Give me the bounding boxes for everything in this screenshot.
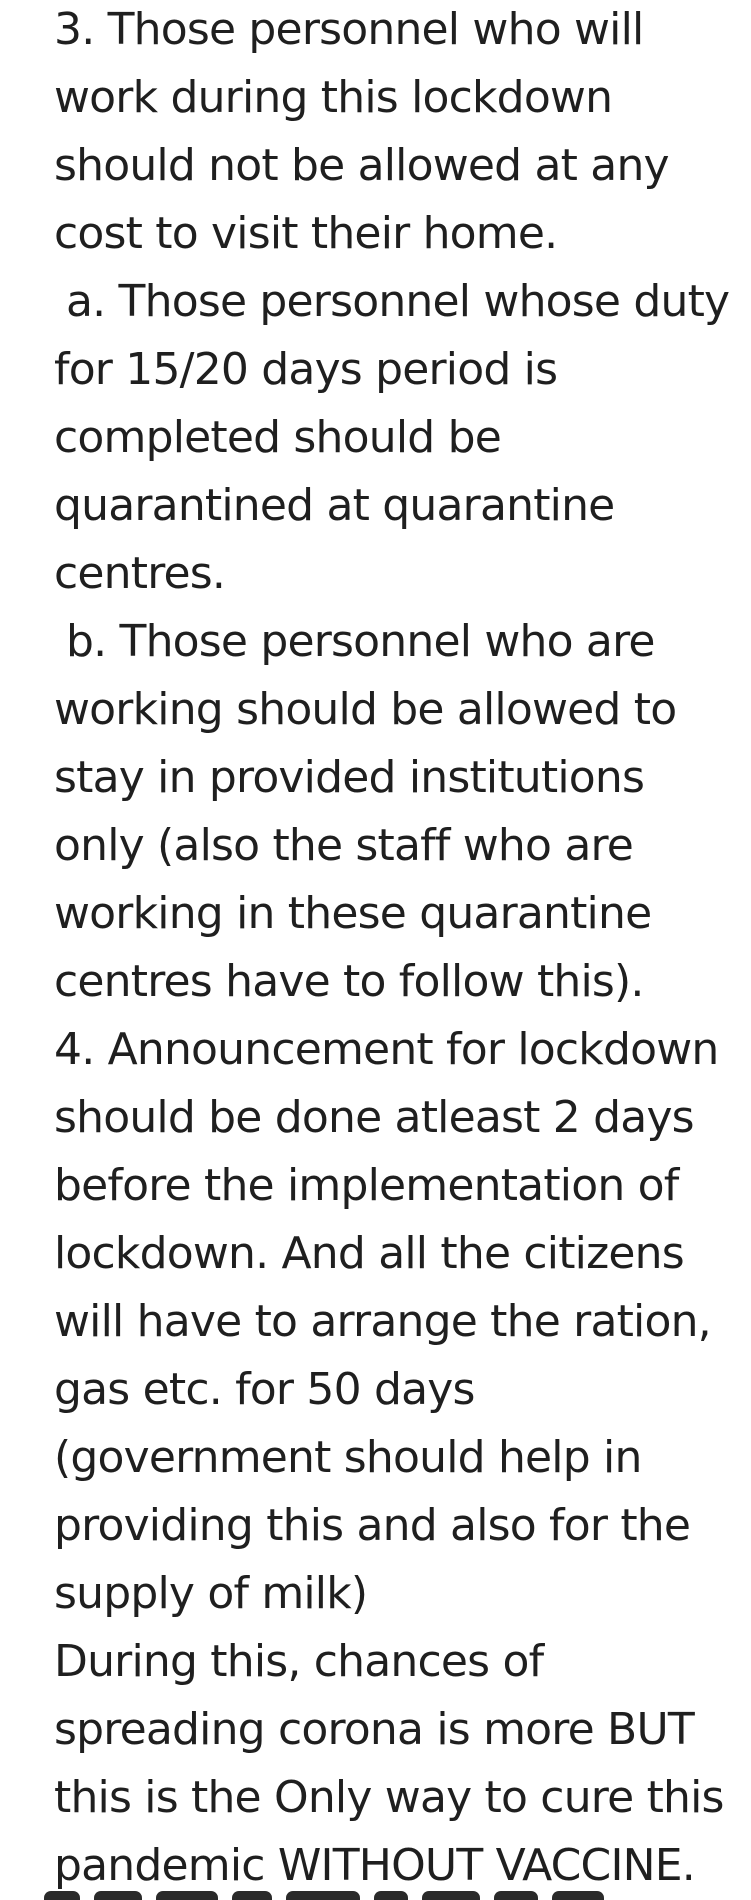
text-line: this is the Only way to cure this: [54, 1772, 724, 1823]
text-line: will have to arrange the ration,: [54, 1296, 711, 1347]
text-line: before the implementation of: [54, 1160, 679, 1211]
text-line: gas etc. for 50 days: [54, 1364, 475, 1415]
text-line: 3. Those personnel who will: [54, 4, 644, 55]
text-line: spreading corona is more BUT: [54, 1704, 694, 1755]
text-line: only (also the staff who are: [54, 820, 634, 871]
text-line: pandemic WITHOUT VACCINE.: [54, 1840, 695, 1891]
text-line: work during this lockdown: [54, 72, 613, 123]
text-line: providing this and also for the: [54, 1500, 691, 1551]
text-line: centres have to follow this).: [54, 956, 644, 1007]
text-line: stay in provided institutions: [54, 752, 645, 803]
text-line: cost to visit their home.: [54, 208, 558, 259]
text-line: quarantined at quarantine: [54, 480, 615, 531]
text-line: During this, chances of: [54, 1636, 544, 1687]
text-line: for 15/20 days period is: [54, 344, 558, 395]
cut-off-next-line: [44, 1886, 644, 1900]
text-line: supply of milk): [54, 1568, 368, 1619]
text-line: lockdown. And all the citizens: [54, 1228, 684, 1279]
text-line: (government should help in: [54, 1432, 642, 1483]
text-line: a. Those personnel whose duty: [66, 276, 730, 327]
text-line: centres.: [54, 548, 226, 599]
text-line: b. Those personnel who are: [66, 616, 655, 667]
text-line: should be done atleast 2 days: [54, 1092, 694, 1143]
text-line: 4. Announcement for lockdown: [54, 1024, 719, 1075]
text-line: working should be allowed to: [54, 684, 677, 735]
text-line: working in these quarantine: [54, 888, 652, 939]
text-line: should not be allowed at any: [54, 140, 669, 191]
text-line: completed should be: [54, 412, 501, 463]
